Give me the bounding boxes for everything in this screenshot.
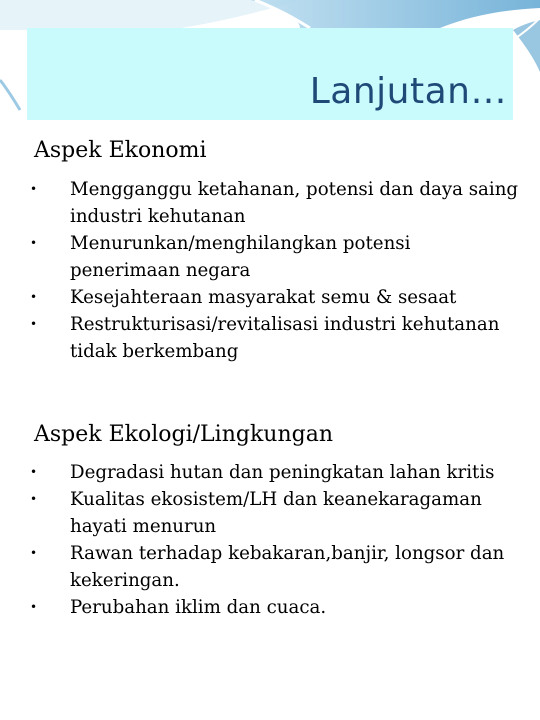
bullet-text: Degradasi hutan dan peningkatan lahan kritis [70,462,495,483]
bullet-icon: • [30,600,38,614]
slide-title: Lanjutan… [309,71,507,112]
bullet-icon: • [30,546,38,560]
bullet-text: Kualitas ekosistem/LH dan keanekaragaman hayati menurun [70,489,482,537]
bullet-text: Perubahan iklim dan cuaca. [70,597,327,618]
bullet-text: Menurunkan/menghilangkan potensi penerimaan negara [70,233,411,281]
bullet-text: Kesejahteraan masyarakat semu & sesaat [70,287,457,308]
bullet-item [30,486,524,540]
section-heading-ekologi: Aspek Ekologi/Lingkungan [34,422,333,447]
bullet-list-ekonomi [30,176,524,365]
bullet-icon: • [30,465,38,479]
section-heading-ekonomi: Aspek Ekonomi [34,138,207,163]
bullet-item [30,540,524,594]
bullet-item [30,594,524,621]
bullet-list-ekologi [30,459,524,621]
bullet-text: Mengganggu ketahanan, potensi dan daya saing industri kehutanan [70,179,519,227]
bullet-text: Rawan terhadap kebakaran,banjir, longsor dan kekeringan. [70,543,505,591]
bullet-item [30,284,524,311]
bullet-item [30,176,524,230]
bullet-item [30,459,524,486]
bullet-icon: • [30,317,38,331]
bullet-icon: • [30,236,38,250]
bullet-item [30,230,524,284]
bullet-text: Restrukturisasi/revitalisasi industri kehutanan tidak berkembang [70,314,500,362]
bullet-item [30,311,524,365]
bullet-icon: • [30,290,38,304]
title-box [27,28,513,120]
bullet-icon: • [30,182,38,196]
bullet-icon: • [30,492,38,506]
